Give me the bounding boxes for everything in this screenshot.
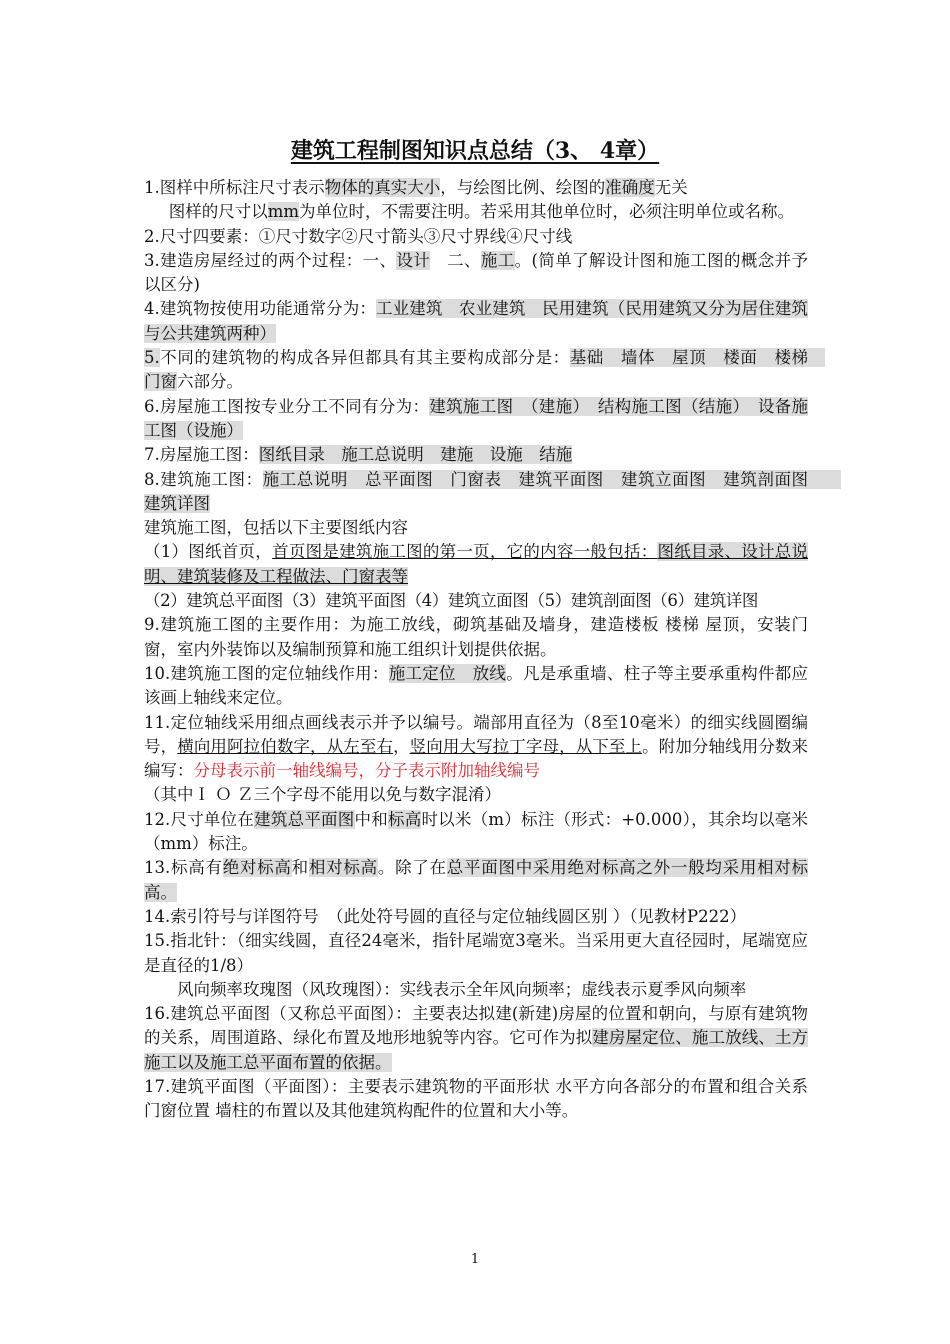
item-9: 9.建筑施工图的主要作用：为施工放线，砌筑基础及墙身，建造楼板 楼梯 屋顶，安装门窗，室内外装饰以及编制预算和施工组织计划提供依据。 bbox=[144, 615, 808, 659]
item-8-sub2: （2）建筑总平面图（3）建筑平面图（4）建筑立面图（5）建筑剖面图（6）建筑详图 bbox=[144, 591, 758, 611]
item-2: 2.尺寸四要素：①尺寸数字②尺寸箭头③尺寸界线④尺寸线 bbox=[144, 226, 573, 246]
item-8-intro: 建筑施工图，包括以下主要图纸内容 bbox=[144, 518, 408, 538]
item-1-note: 图样的尺寸以mm为单位时，不需要注明。若采用其他单位时，必须注明单位或名称。 bbox=[168, 202, 795, 222]
item-5: 5.不同的建筑物的构成各异但都具有其主要构成部分是：基础 墙体 屋顶 楼面 楼梯 门窗六部分。 bbox=[144, 348, 825, 392]
item-8: 8.建筑施工图：施工总说明 总平面图 门窗表 建筑平面图 建筑立面图 建筑剖面图 建筑详图 bbox=[144, 469, 842, 513]
item-6: 6.房屋施工图按专业分工不同有分为：建筑施工图 （建施） 结构施工图（结施） 设备施工图（设施） bbox=[144, 396, 809, 440]
document-body bbox=[144, 176, 842, 1124]
item-13: 13.标高有绝对标高和相对标高。除了在总平面图中采用绝对标高之外一般均采用相对标高。 bbox=[144, 858, 809, 902]
item-14: 14.索引符号与详图符号 （此处符号圆的直径与定位轴线圆区别 ）（见教材P222） bbox=[144, 906, 747, 926]
item-15-wind-rose: 风向频率玫瑰图（风玫瑰图）：实线表示全年风向频率；虚线表示夏季风向频率 bbox=[177, 979, 747, 999]
item-15: 15.指北针：（细实线圆，直径24毫米，指针尾端宽3毫米。当采用更大直径园时，尾端宽应是直径的1/8） bbox=[144, 931, 808, 975]
item-16: 16.建筑总平面图（又称总平面图）：主要表达拟建(新建)房屋的位置和朝向，与原有建筑物的关系，周围道路、绿化布置及地形地貌等内容。它可作为拟建房屋定位、施工放线、土方施工以及施工总平面布置的依据。 bbox=[144, 1004, 809, 1072]
item-12: 12.尺寸单位在建筑总平面图中和标高时以米（m）标注（形式：+0.000），其余均以毫米（mm）标注。 bbox=[144, 809, 809, 854]
item-11-note: （其中Ｉ Ｏ Ｚ三个字母不能用以免与数字混淆） bbox=[144, 785, 501, 805]
item-10: 10.建筑施工图的定位轴线作用：施工定位 放线。凡是承重墙、柱子等主要承重构件都应该画上轴线来定位。 bbox=[144, 663, 808, 708]
document-title: 建筑工程制图知识点总结（3、 4章） bbox=[290, 138, 660, 164]
item-1: 1.图样中所标注尺寸表示物体的真实大小，与绘图比例、绘图的准确度无关 bbox=[144, 178, 688, 197]
item-8-sub1: （1）图纸首页，首页图是建筑施工图的第一页，它的内容一般包括：图纸目录、设计总说明、建筑装修及工程做法、门窗表等 bbox=[144, 542, 809, 586]
item-7: 7.房屋施工图：图纸目录 施工总说明 建施 设施 结施 bbox=[144, 445, 573, 465]
item-11: 11.定位轴线采用细点画线表示并予以编号。端部用直径为（8至10毫米）的细实线圆圈编号，横向用阿拉伯数字，从左至右，竖向用大写拉丁字母，从下至上。附加分轴线用分数来编写：分母表示前一轴线编号，分子表示附加轴线编号 bbox=[144, 712, 809, 781]
item-17: 17.建筑平面图（平面图）：主要表示建筑物的平面形状 水平方向各部分的布置和组合关系 门窗位置 墙柱的布置以及其他建筑构配件的位置和大小等。 bbox=[144, 1076, 808, 1121]
page-number: 1 bbox=[470, 1252, 480, 1267]
item-4: 4.建筑物按使用功能通常分为：工业建筑 农业建筑 民用建筑（民用建筑又分为居住建筑与公共建筑两种） bbox=[144, 299, 808, 343]
item-3: 3.建造房屋经过的两个过程：一、设计 二、施工。(简单了解设计图和施工图的概念并予以区分) bbox=[144, 250, 809, 295]
